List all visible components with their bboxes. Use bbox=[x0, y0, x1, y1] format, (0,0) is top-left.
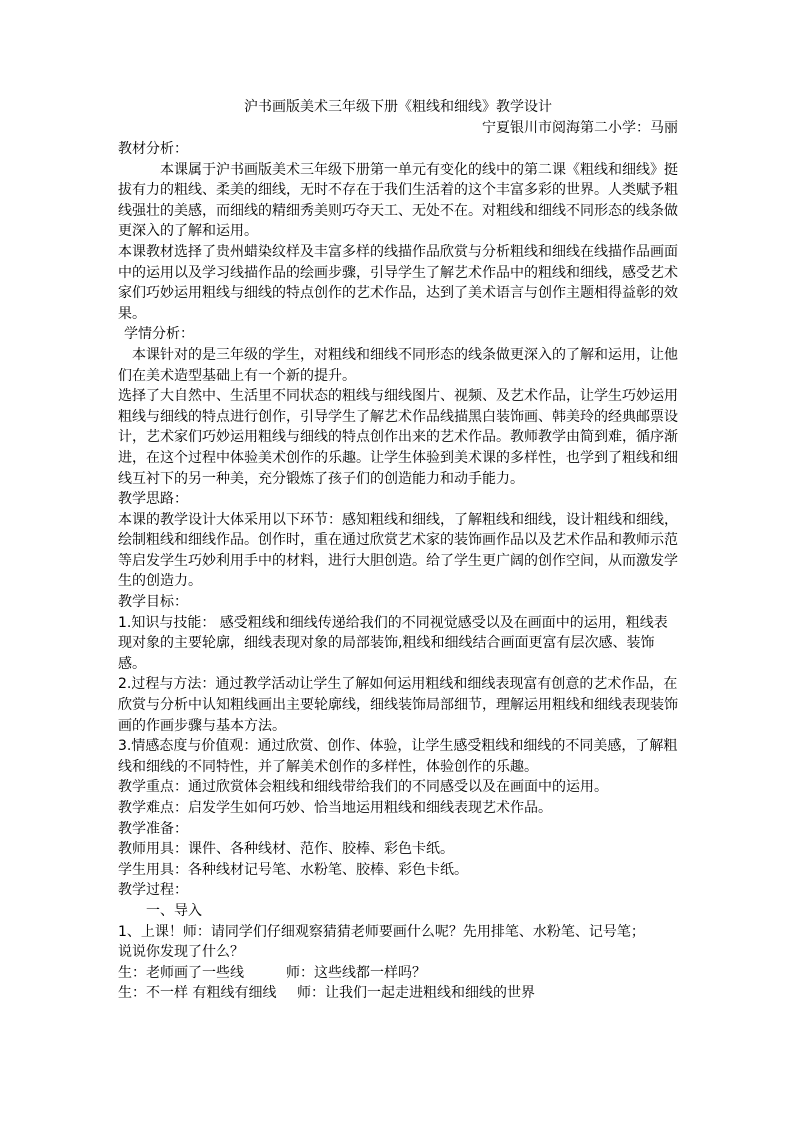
paragraph-textbook-2: 本课教材选择了贵州蜡染纹样及丰富多样的线描作品欣赏与分析粗线和细线在线描作品画面中的运用以及学习线描作品的绘画步骤，引导学生了解艺术作品中的粗线和细线，感受艺术家们巧妙运用粗线与细线的特点创作的艺术作品，达到了美术语言与创作主题相得益彰的效果。 bbox=[118, 243, 678, 322]
subsection-heading-intro: 一、导入 bbox=[146, 902, 202, 919]
section-heading-process: 教学过程： bbox=[118, 882, 188, 899]
goal-item-2: 2.过程与方法：通过教学活动让学生了解如何运用粗线和细线表现富有创意的艺术作品，在欣赏与分析中认知粗线画出主要轮廓线，细线装饰局部细节，理解运用粗线和细线表现装饰画的作画步骤与基本方法。 bbox=[118, 676, 678, 734]
teacher-tools: 教师用具：课件、各种线材、范作、胶棒、彩色卡纸。 bbox=[118, 841, 454, 858]
goal-item-1: 1.知识与技能： 感受粗线和细线传递给我们的不同视觉感受以及在画面中的运用，粗线表现对象的主要轮廓，细线表现对象的局部装饰,粗线和细线结合画面更富有层次感、装饰感。 bbox=[118, 614, 668, 672]
process-step-1-continued: 说说你发现了什么？ bbox=[118, 944, 244, 961]
process-step-1: 1、上课！师：请同学们仔细观察猜猜老师要画什么呢？先用排笔、水粉笔、记号笔； bbox=[118, 923, 645, 940]
document-title: 沪书画版美术三年级下册《粗线和细线》教学设计 bbox=[244, 99, 552, 115]
paragraph-textbook-1: 本课属于沪书画版美术三年级下册第一单元有变化的线中的第二课《粗线和细线》挺拔有力的粗线、柔美的细线，无时不存在于我们生活着的这个丰富多彩的世界。人类赋予粗线强壮的美感，而细线的精细秀美则巧夺天工、无处不在。对粗线和细线不同形态的线条做更深入的了解和运用。 bbox=[118, 161, 678, 240]
section-heading-goals: 教学目标： bbox=[118, 594, 188, 611]
teaching-key-point: 教学重点：通过欣赏体会粗线和细线带给我们的不同感受以及在画面中的运用。 bbox=[118, 779, 608, 796]
goal-item-3: 3.情感态度与价值观：通过欣赏、创作、体验，让学生感受粗线和细线的不同美感，了解粗线和细线的不同特性，并了解美术创作的多样性，体验创作的乐趣。 bbox=[118, 738, 678, 775]
document-author: 宁夏银川市阅海第二小学：马丽 bbox=[482, 120, 678, 136]
dialog-student-line: 生：老师画了一些线 bbox=[118, 964, 244, 981]
teaching-difficulty: 教学难点：启发学生如何巧妙、恰当地运用粗线和细线表现艺术作品。 bbox=[118, 800, 552, 816]
student-tools: 学生用具：各种线材记号笔、水粉笔、胶棒、彩色卡纸。 bbox=[118, 861, 468, 878]
dialog-teacher-line: 师：这些线都一样吗？ bbox=[286, 964, 426, 981]
paragraph-learner-2: 选择了大自然中、生活里不同状态的粗线与细线图片、视频、及艺术作品，让学生巧妙运用粗线与细线的特点进行创作，引导学生了解艺术作品线描黑白装饰画、韩美玲的经典邮票设计，艺术家们巧妙运用粗线与细线的特点创作出来的艺术作品。教师教学由简到难，循序渐进，在这个过程中体验美术创作的乐趣。让学生体验到美术课的多样性，也学到了粗线和细线互衬下的另一种美，充分锻炼了孩子们的创造能力和动手能力。 bbox=[118, 388, 678, 487]
section-heading-learner: 学情分析： bbox=[124, 326, 194, 343]
paragraph-approach: 本课的教学设计大体采用以下环节：感知粗线和细线，了解粗线和细线，设计粗线和细线，绘制粗线和细线作品。创作时，重在通过欣赏艺术家的装饰画作品以及艺术作品和教师示范等启发学生巧妙利用手中的材料，进行大胆创造。给了学生更广阔的创作空间，从而激发学生的创造力。 bbox=[118, 511, 678, 590]
section-heading-preparation: 教学准备： bbox=[118, 820, 188, 837]
section-heading-textbook: 教材分析： bbox=[118, 141, 188, 157]
dialog-teacher-line: 师：让我们一起走进粗线和细线的世界 bbox=[297, 985, 535, 1002]
section-heading-approach: 教学思路： bbox=[118, 491, 188, 508]
dialog-row-1 bbox=[118, 963, 678, 984]
paragraph-learner-1: 本课针对的是三年级的学生，对粗线和细线不同形态的线条做更深入的了解和运用，让他们在美术造型基础上有一个新的提升。 bbox=[118, 346, 678, 384]
dialog-row-2 bbox=[118, 983, 678, 1004]
dialog-student-line: 生：不一样 有粗线有细线 bbox=[118, 985, 277, 1002]
document-page bbox=[118, 96, 678, 1004]
